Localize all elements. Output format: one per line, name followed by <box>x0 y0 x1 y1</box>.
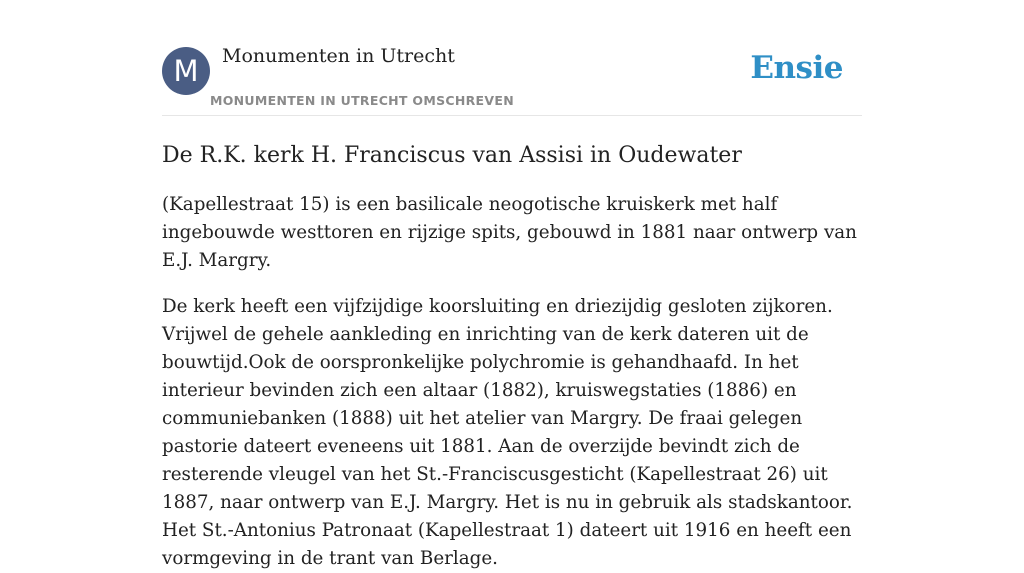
article-paragraph: De kerk heeft een vijfzijdige koorsluiting en driezijdig gesloten zijkoren. Vrijwel de gehele aankleding en inrichting van de kerk dateren uit de bouwtijd.Ook de oorspronkelijke polychromie is gehandhaafd. In het interieur bevinden zich een altaar (1882), kruiswegstaties (1886) en communiebanken (1888) uit het atelier van Margry. De fraai gelegen pastorie dateert eveneens uit 1881. Aan de overzijde bevindt zich de resterende vleugel van het St.-Franciscusgesticht (Kapellestraat 26) uit 1887, naar ontwerp van E.J. Margry. Het is nu in gebruik als stadskantoor. Het St.-Antonius Patronaat (Kapellestraat 1) dateert uit 1916 en heeft een vormgeving in de trant van Berlage. <box>162 296 853 569</box>
brand-logo[interactable]: Ensie <box>750 50 843 86</box>
article-paragraph: (Kapellestraat 15) is een basilicale neogotische kruiskerk met half ingebouwde westtoren en rijzige spits, gebouwd in 1881 naar ontwerp van E.J. Margry. <box>162 194 857 271</box>
site-title[interactable]: Monumenten in Utrecht <box>222 45 455 67</box>
site-header <box>162 0 862 116</box>
article-title: De R.K. kerk H. Franciscus van Assisi in Oudewater <box>162 143 742 168</box>
site-subtitle: MONUMENTEN IN UTRECHT OMSCHREVEN <box>210 93 514 108</box>
content-container <box>162 0 862 573</box>
avatar[interactable]: M <box>162 47 210 95</box>
